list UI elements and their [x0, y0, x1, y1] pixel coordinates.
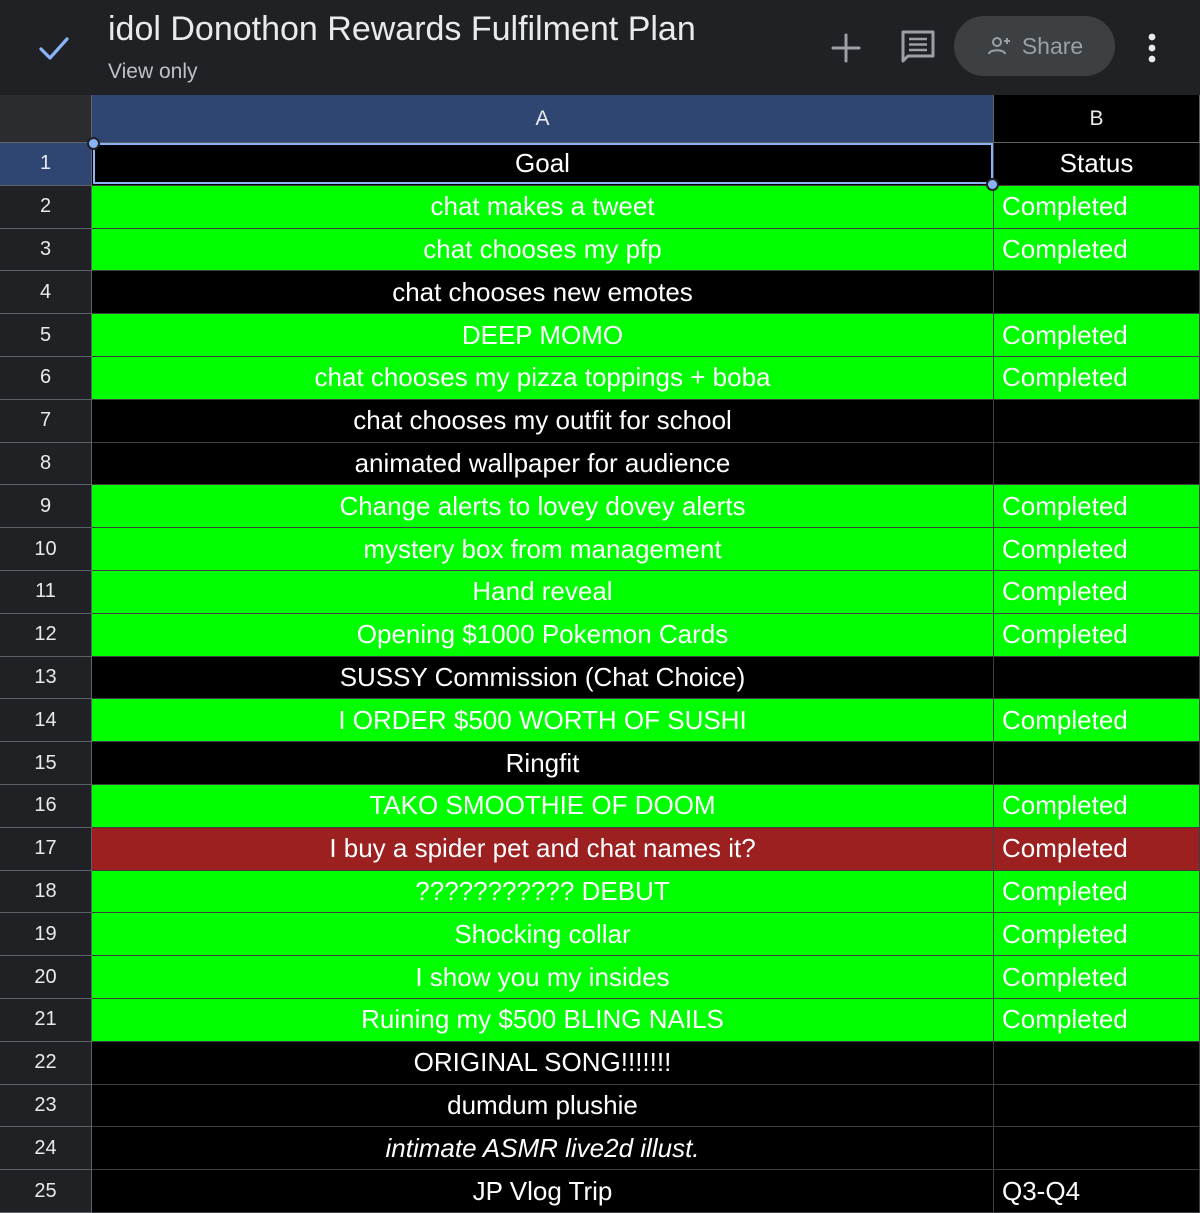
row-header[interactable]: 25 — [0, 1170, 92, 1213]
view-only-label: View only — [108, 60, 198, 83]
table-row — [0, 1085, 1200, 1128]
goal-cell[interactable]: Ruining my $500 BLING NAILS — [92, 999, 994, 1042]
row-header[interactable]: 8 — [0, 443, 92, 486]
table-row — [0, 871, 1200, 914]
select-all-corner[interactable] — [0, 95, 92, 143]
check-icon[interactable] — [36, 30, 72, 66]
goal-cell[interactable]: JP Vlog Trip — [92, 1170, 994, 1213]
goal-cell[interactable]: Change alerts to lovey dovey alerts — [92, 485, 994, 528]
status-cell[interactable]: Completed — [994, 485, 1200, 528]
table-row — [0, 143, 1200, 186]
status-cell[interactable]: Completed — [994, 913, 1200, 956]
goal-cell[interactable]: DEEP MOMO — [92, 314, 994, 357]
row-header[interactable]: 1 — [0, 143, 92, 186]
status-cell[interactable]: Completed — [994, 828, 1200, 871]
table-row — [0, 828, 1200, 871]
column-header-b[interactable]: B — [994, 95, 1200, 143]
status-cell[interactable]: Completed — [994, 186, 1200, 229]
plus-icon[interactable] — [828, 30, 864, 66]
status-cell[interactable]: Completed — [994, 699, 1200, 742]
table-row — [0, 400, 1200, 443]
selection-handle-top-left[interactable] — [87, 137, 100, 150]
goal-cell[interactable]: Hand reveal — [92, 571, 994, 614]
person-add-icon — [986, 33, 1012, 59]
status-cell[interactable]: Completed — [994, 614, 1200, 657]
table-row — [0, 999, 1200, 1042]
more-vert-icon[interactable] — [1138, 28, 1166, 68]
column-headers — [0, 95, 1200, 143]
status-cell[interactable]: Completed — [994, 999, 1200, 1042]
goal-cell[interactable]: Opening $1000 Pokemon Cards — [92, 614, 994, 657]
goal-cell[interactable]: dumdum plushie — [92, 1085, 994, 1128]
row-header[interactable]: 4 — [0, 271, 92, 314]
goal-cell[interactable]: I ORDER $500 WORTH OF SUSHI — [92, 699, 994, 742]
table-row — [0, 699, 1200, 742]
goal-cell[interactable]: ??????????? DEBUT — [92, 871, 994, 914]
status-cell[interactable]: Completed — [994, 528, 1200, 571]
goal-cell[interactable]: chat chooses my pizza toppings + boba — [92, 357, 994, 400]
status-cell[interactable]: Completed — [994, 956, 1200, 999]
table-row — [0, 443, 1200, 486]
goal-header-cell[interactable]: Goal — [92, 143, 994, 186]
goal-cell[interactable]: chat chooses my pfp — [92, 229, 994, 272]
row-header[interactable]: 20 — [0, 956, 92, 999]
status-cell[interactable] — [994, 443, 1200, 486]
share-label: Share — [1021, 32, 1084, 59]
status-cell[interactable]: Completed — [994, 314, 1200, 357]
table-row — [0, 528, 1200, 571]
table-row — [0, 357, 1200, 400]
goal-cell[interactable]: mystery box from management — [92, 528, 994, 571]
table-row — [0, 186, 1200, 229]
goal-cell[interactable]: SUSSY Commission (Chat Choice) — [92, 657, 994, 700]
status-cell[interactable]: Completed — [994, 229, 1200, 272]
row-header[interactable]: 15 — [0, 742, 92, 785]
status-cell[interactable]: Completed — [994, 357, 1200, 400]
table-row — [0, 271, 1200, 314]
status-cell[interactable] — [994, 657, 1200, 700]
table-row — [0, 314, 1200, 357]
row-header[interactable]: 6 — [0, 357, 92, 400]
row-header[interactable]: 24 — [0, 1127, 92, 1170]
status-cell[interactable] — [994, 1042, 1200, 1085]
status-cell[interactable]: Q3-Q4 — [994, 1170, 1200, 1213]
goal-cell[interactable]: ORIGINAL SONG!!!!!!! — [92, 1042, 994, 1085]
document-title: idol Donothon Rewards Fulfilment Plan — [108, 10, 696, 48]
row-header[interactable]: 23 — [0, 1085, 92, 1128]
selection-handle-bottom-right[interactable] — [986, 178, 999, 191]
goal-cell[interactable]: TAKO SMOOTHIE OF DOOM — [92, 785, 994, 828]
table-row — [0, 657, 1200, 700]
row-header[interactable]: 17 — [0, 828, 92, 871]
table-row — [0, 1170, 1200, 1213]
row-header[interactable]: 7 — [0, 400, 92, 443]
row-header[interactable]: 13 — [0, 657, 92, 700]
table-row — [0, 485, 1200, 528]
table-row — [0, 229, 1200, 272]
row-header[interactable]: 14 — [0, 699, 92, 742]
row-header[interactable]: 19 — [0, 913, 92, 956]
table-row — [0, 785, 1200, 828]
comment-icon[interactable] — [898, 28, 938, 66]
row-header[interactable]: 10 — [0, 528, 92, 571]
goal-cell[interactable]: intimate ASMR live2d illust. — [92, 1127, 994, 1170]
goal-cell[interactable]: I show you my insides — [92, 956, 994, 999]
column-header-a[interactable]: A — [92, 95, 994, 143]
table-row — [0, 956, 1200, 999]
table-row — [0, 1127, 1200, 1170]
row-header[interactable]: 2 — [0, 186, 92, 229]
row-header[interactable]: 22 — [0, 1042, 92, 1085]
status-cell[interactable] — [994, 1127, 1200, 1170]
status-cell[interactable]: Completed — [994, 785, 1200, 828]
status-cell[interactable] — [994, 742, 1200, 785]
row-header[interactable]: 16 — [0, 785, 92, 828]
sheet-rows — [0, 143, 1200, 1213]
status-cell[interactable]: Completed — [994, 571, 1200, 614]
goal-cell[interactable]: Ringfit — [92, 742, 994, 785]
share-button[interactable] — [954, 16, 1115, 76]
row-header[interactable]: 9 — [0, 485, 92, 528]
row-header[interactable]: 12 — [0, 614, 92, 657]
status-cell[interactable] — [994, 1085, 1200, 1128]
table-row — [0, 1042, 1200, 1085]
spreadsheet-grid — [0, 95, 1200, 1212]
status-cell[interactable] — [994, 400, 1200, 443]
status-cell[interactable] — [994, 271, 1200, 314]
table-row — [0, 913, 1200, 956]
status-header-cell[interactable]: Status — [994, 143, 1200, 186]
row-header[interactable]: 18 — [0, 871, 92, 914]
row-header[interactable]: 11 — [0, 571, 92, 614]
goal-cell[interactable]: chat chooses new emotes — [92, 271, 994, 314]
table-row — [0, 614, 1200, 657]
goal-cell[interactable]: animated wallpaper for audience — [92, 443, 994, 486]
status-cell[interactable]: Completed — [994, 871, 1200, 914]
goal-cell[interactable]: I buy a spider pet and chat names it? — [92, 828, 994, 871]
goal-cell[interactable]: chat makes a tweet — [92, 186, 994, 229]
table-row — [0, 571, 1200, 614]
app-toolbar — [0, 0, 1200, 95]
row-header[interactable]: 21 — [0, 999, 92, 1042]
table-row — [0, 742, 1200, 785]
goal-cell[interactable]: chat chooses my outfit for school — [92, 400, 994, 443]
goal-cell[interactable]: Shocking collar — [92, 913, 994, 956]
row-header[interactable]: 3 — [0, 229, 92, 272]
row-header[interactable]: 5 — [0, 314, 92, 357]
